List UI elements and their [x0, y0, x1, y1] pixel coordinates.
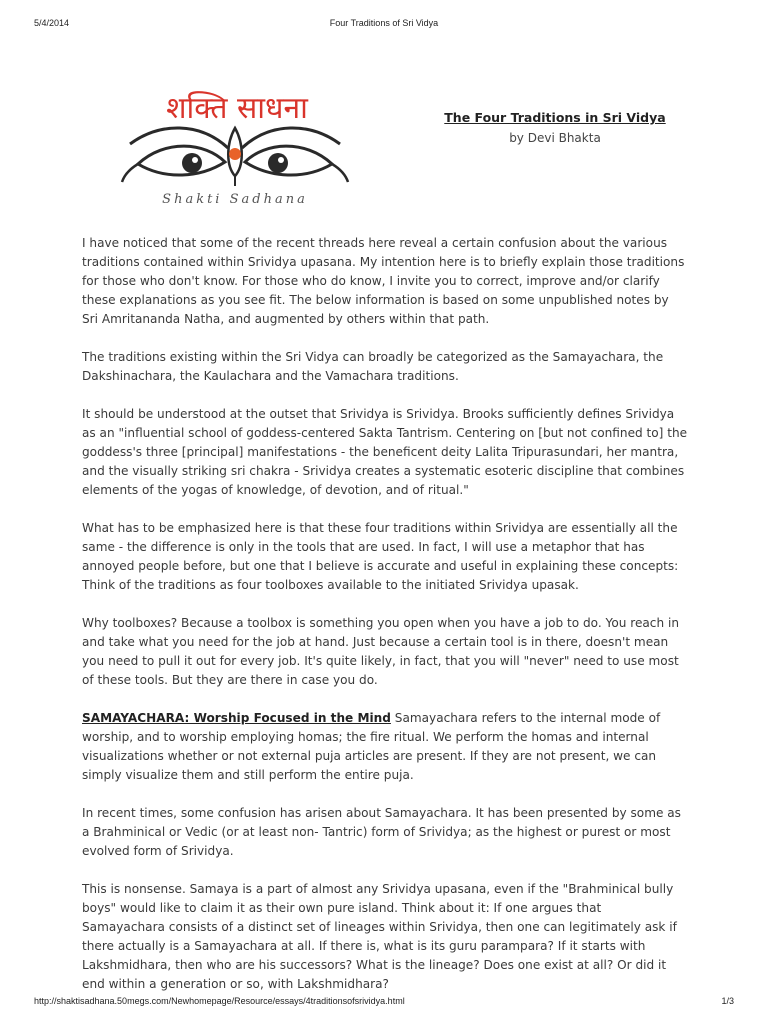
logo-caption: Shakti Sadhana [162, 192, 308, 207]
samayachara-paragraph [82, 709, 688, 785]
devi-eyes-icon [120, 114, 350, 194]
article-header [440, 110, 670, 145]
section-heading-samayachara: SAMAYACHARA: Worship Focused in the Mind [82, 711, 391, 725]
paragraph: Why toolboxes? Because a toolbox is something you open when you have a job to do. You reach in and take what you need for the job at hand. Just because a certain tool is in there, doesn't mean you need to pull it out for every job. It's quite likely, in fact, that you will "never" need to use most of these tools. But they are there in case you do. [82, 616, 679, 687]
paragraph: In recent times, some confusion has arisen about Samayachara. It has been presented by some as a Brahminical or Vedic (or at least non- Tantric) form of Srividya; as the highest or purest or most evolved form of Srividya. [82, 806, 681, 858]
paragraph: I have noticed that some of the recent threads here reveal a certain confusion about the various traditions contained within Srividya upasana. My intention here is to briefly explain those traditions for those who don't know. For those who do know, I invite you to correct, improve and/or clarify these explanations as you see fit. The below information is based on some unpublished notes by Sri Amritananda Natha, and augmented by others within that path. [82, 236, 685, 326]
logo-devanagari-label: शक्ति साधना [166, 91, 308, 126]
page-number: 1/3 [721, 996, 734, 1006]
paragraph: This is nonsense. Samaya is a part of almost any Srividya upasana, even if the "Brahminical bully boys" would like to claim it as their own pure island. Think about it: If one argues that Samayachara consists of a distinct set of lineages within Srividya, then one can legitimately ask if there actually is a Samayachara at all. If there is, what is its guru parampara? If it starts with Lakshmidhara, then who are his successors? What is the lineage? Does one exist at all? Or did it end within a generation or so, with Lakshmidhara? [82, 882, 677, 991]
article-byline: by Devi Bhakta [509, 131, 601, 145]
paragraph: The traditions existing within the Sri Vidya can broadly be categorized as the Samayachara, the Dakshinachara, the Kaulachara and the Vamachara traditions. [82, 350, 664, 383]
print-header [34, 18, 734, 32]
shakti-sadhana-logo [120, 86, 350, 216]
article-body [82, 234, 688, 1013]
print-footer [34, 996, 734, 1010]
print-date: 5/4/2014 [34, 18, 70, 28]
samayachara-text: Samayachara refers to the internal mode of worship, and to worship employing homas; the fire ritual. We perform the homas and internal visualizations whether or not external puja articles are present. If they are not present, we can simply visualize them and still perform the entire puja. [82, 711, 661, 782]
source-url[interactable]: http://shaktisadhana.50megs.com/Newhomepage/Resource/essays/4traditionsofsrividya.html [34, 996, 405, 1006]
paragraph: It should be understood at the outset that Srividya is Srividya. Brooks sufficiently defines Srividya as an "influential school of goddess-centered Sakta Tantrism. Centering on [but not confined to] the goddess's three [principal] manifestations - the beneficent deity Lalita Tripurasundari, her mantra, and the visually striking sri chakra - Srividya creates a systematic esoteric discipline that combines elements of the yogas of knowledge, of devotion, and of ritual." [82, 407, 688, 497]
print-page-title: Four Traditions of Sri Vidya [329, 18, 439, 28]
article-title[interactable]: The Four Traditions in Sri Vidya [444, 110, 666, 125]
paragraph: What has to be emphasized here is that these four traditions within Srividya are essentially all the same - the difference is only in the tools that are used. In fact, I will use a metaphor that has annoyed people before, but one that I believe is accurate and useful in explaining these concepts: Think of the traditions as four toolboxes available to the initiated Srividya upasak. [82, 521, 679, 592]
